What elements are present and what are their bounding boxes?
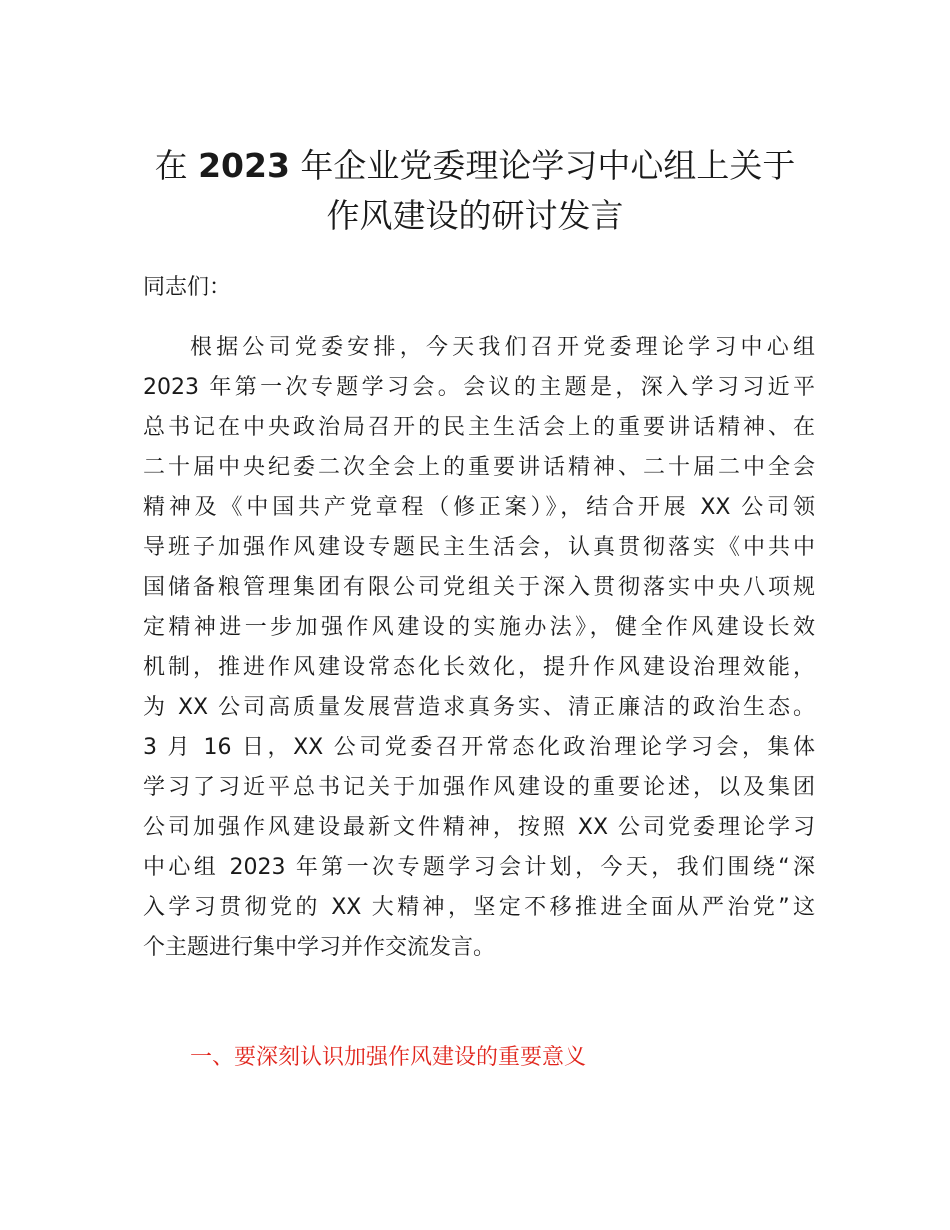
paragraph-line: 3 月 16 日，XX 公司党委召开常态化政治理论学习会，集体 [143,735,815,760]
paragraph-line: 根据公司党委安排，今天我们召开党委理论学习中心组 [190,335,815,360]
paragraph-line: 精神及《中国共产党章程（修正案）》，结合开展 XX 公司领 [143,495,815,520]
paragraph-line: 国储备粮管理集团有限公司党组关于深入贯彻落实中央八项规 [143,575,815,600]
document-title-line-2: 作风建设的研讨发言 [326,196,624,235]
paragraph-line: 导班子加强作风建设专题民主生活会，认真贯彻落实《中共中 [143,535,815,560]
paragraph-line: 2023 年第一次专题学习会。会议的主题是，深入学习习近平 [143,375,815,400]
paragraph-line: 二十届中央纪委二次全会上的重要讲话精神、二十届二中全会 [143,455,815,480]
section-heading: 一、要深刻认识加强作风建设的重要意义 [190,1045,587,1070]
document-title-line-1: 在 2023 年企业党委理论学习中心组上关于 [154,146,796,185]
paragraph-line: 总书记在中央政治局召开的民主生活会上的重要讲话精神、在 [143,415,815,440]
paragraph-line: 为 XX 公司高质量发展营造求真务实、清正廉洁的政治生态。 [143,695,815,720]
salutation: 同志们： [143,275,232,300]
paragraph-line: 公司加强作风建设最新文件精神，按照 XX 公司党委理论学习 [143,815,815,840]
paragraph-line: 个主题进行集中学习并作交流发言。 [143,935,496,960]
paragraph-line: 学习了习近平总书记关于加强作风建设的重要论述，以及集团 [143,775,815,800]
paragraph-line: 定精神进一步加强作风建设的实施办法》，健全作风建设长效 [143,615,815,640]
paragraph-line: 入学习贯彻党的 XX 大精神，坚定不移推进全面从严治党”这 [143,895,815,920]
paragraph-line: 中心组 2023 年第一次专题学习会计划，今天，我们围绕“深 [143,855,815,880]
paragraph-line: 机制，推进作风建设常态化长效化，提升作风建设治理效能， [143,655,815,680]
